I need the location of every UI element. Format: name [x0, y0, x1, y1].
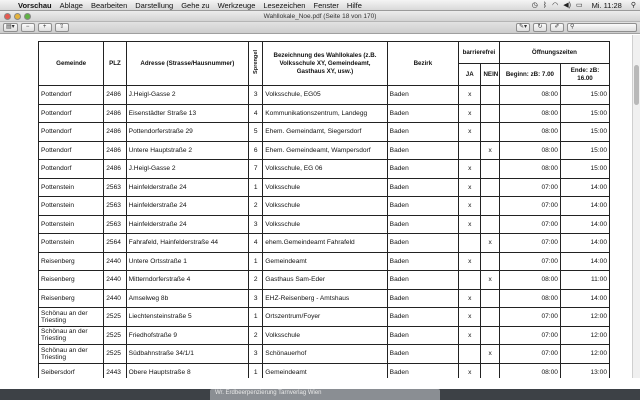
table-row: [39, 160, 610, 179]
cell-beginn: 08:00: [499, 104, 560, 123]
cell-bezeichnung: Volksschule: [263, 215, 387, 234]
cell-bezeichnung: Volksschule: [263, 178, 387, 197]
cell-gemeinde: Pottendorf: [39, 86, 104, 105]
battery-icon[interactable]: ▭: [575, 1, 583, 9]
cell-ende: 14:00: [560, 178, 609, 197]
cell-bezeichnung: Schönauerhof: [263, 345, 387, 364]
cell-ende: 14:00: [560, 234, 609, 253]
cell-adresse: Pottendorferstraße 29: [126, 123, 248, 142]
cell-beginn: 07:00: [499, 326, 560, 345]
zoom-in-button[interactable]: +: [38, 23, 52, 32]
toolbar: [0, 22, 640, 34]
cell-plz: 2440: [104, 271, 126, 290]
dock-label: Wr. Erdbeerpenzierung Tarnverlag Wien: [215, 390, 322, 396]
menu-app-name[interactable]: Vorschau: [18, 0, 52, 10]
cell-sprengel: 7: [249, 160, 263, 179]
cell-gemeinde: Reisenberg: [39, 252, 104, 271]
cell-sprengel: 6: [249, 141, 263, 160]
cell-barrierefrei-nein: [481, 289, 499, 308]
table-row: [39, 123, 610, 142]
cell-plz: 2525: [104, 308, 126, 327]
cell-ende: 14:00: [560, 252, 609, 271]
table-row: [39, 345, 610, 364]
cell-barrierefrei-nein: [481, 197, 499, 216]
cell-beginn: 07:00: [499, 345, 560, 364]
cell-plz: 2486: [104, 104, 126, 123]
cell-barrierefrei-nein: [481, 123, 499, 142]
cell-adresse: Obere Hauptstraße 8: [126, 363, 248, 378]
cell-ende: 14:00: [560, 289, 609, 308]
zoom-button[interactable]: [24, 13, 31, 20]
cell-beginn: 08:00: [499, 123, 560, 142]
cell-bezirk: Baden: [387, 197, 458, 216]
window-titlebar[interactable]: [0, 11, 640, 22]
rotate-button[interactable]: ↻: [533, 23, 547, 32]
table-row: [39, 271, 610, 290]
cell-barrierefrei-ja: [459, 271, 481, 290]
header-bezirk: Bezirk: [387, 42, 458, 86]
cell-sprengel: 2: [249, 326, 263, 345]
cell-sprengel: 1: [249, 363, 263, 378]
cell-ende: 14:00: [560, 215, 609, 234]
cell-barrierefrei-nein: x: [481, 234, 499, 253]
cell-ende: 15:00: [560, 123, 609, 142]
cell-barrierefrei-nein: [481, 160, 499, 179]
cell-bezirk: Baden: [387, 326, 458, 345]
table-row: [39, 215, 610, 234]
cell-plz: 2486: [104, 123, 126, 142]
zoom-out-button[interactable]: −: [21, 23, 35, 32]
table-row: [39, 289, 610, 308]
cell-beginn: 07:00: [499, 308, 560, 327]
cell-plz: 2525: [104, 326, 126, 345]
search-field[interactable]: ⚲: [567, 23, 637, 32]
table-row: [39, 234, 610, 253]
cell-adresse: J.Heigl-Gasse 2: [126, 86, 248, 105]
cell-sprengel: 1: [249, 252, 263, 271]
cell-barrierefrei-nein: x: [481, 345, 499, 364]
cell-bezeichnung: Volksschule: [263, 326, 387, 345]
cell-ende: 15:00: [560, 141, 609, 160]
cell-ende: 15:00: [560, 160, 609, 179]
cell-sprengel: 3: [249, 215, 263, 234]
cell-bezirk: Baden: [387, 215, 458, 234]
menu-fenster[interactable]: Fenster: [313, 0, 339, 10]
cell-gemeinde: Pottenstein: [39, 178, 104, 197]
cell-gemeinde: Reisenberg: [39, 289, 104, 308]
cell-gemeinde: Pottenstein: [39, 197, 104, 216]
cell-plz: 2440: [104, 289, 126, 308]
menu-clock[interactable]: Mi. 11:28: [591, 0, 622, 10]
cell-ende: 12:00: [560, 345, 609, 364]
table-row: [39, 252, 610, 271]
window-controls: [4, 13, 31, 20]
cell-sprengel: 4: [249, 234, 263, 253]
scrollbar-thumb[interactable]: [634, 65, 639, 105]
cell-ende: 13:00: [560, 363, 609, 378]
cell-sprengel: 3: [249, 289, 263, 308]
menu-hilfe[interactable]: Hilfe: [346, 0, 362, 10]
cell-sprengel: 3: [249, 86, 263, 105]
table-row: [39, 86, 610, 105]
table-row: [39, 326, 610, 345]
cell-beginn: 08:00: [499, 160, 560, 179]
table-row: [39, 197, 610, 216]
cell-ende: 15:00: [560, 104, 609, 123]
menu-gehe-zu[interactable]: Gehe zu: [181, 0, 210, 10]
cell-sprengel: 2: [249, 197, 263, 216]
cell-bezirk: Baden: [387, 86, 458, 105]
cell-adresse: Hainfelderstraße 24: [126, 215, 248, 234]
time-machine-icon[interactable]: ◷: [531, 1, 538, 9]
cell-plz: 2525: [104, 345, 126, 364]
menu-bearbeiten[interactable]: Bearbeiten: [90, 0, 128, 10]
menu-darstellung[interactable]: Darstellung: [135, 0, 174, 10]
dock: [0, 389, 640, 400]
cell-bezeichnung: Ortszentrum/Foyer: [263, 308, 387, 327]
cell-bezeichnung: Kommunikationszentrum, Landegg: [263, 104, 387, 123]
cell-sprengel: 4: [249, 104, 263, 123]
table-row: [39, 308, 610, 327]
bluetooth-icon[interactable]: ᛒ: [542, 1, 548, 9]
cell-beginn: 08:00: [499, 86, 560, 105]
header-nein: NEIN: [481, 64, 499, 86]
cell-gemeinde: Seibersdorf: [39, 363, 104, 378]
cell-plz: 2563: [104, 215, 126, 234]
cell-bezeichnung: EHZ-Reisenberg - Amtshaus: [263, 289, 387, 308]
polling-stations-table: [38, 41, 610, 378]
cell-plz: 2486: [104, 160, 126, 179]
header-adresse: Adresse (Strasse/Hausnummer): [126, 42, 248, 86]
cell-adresse: Hainfelderstraße 24: [126, 178, 248, 197]
cell-bezeichnung: ehem.Gemeindeamt Fahrafeld: [263, 234, 387, 253]
cell-sprengel: 1: [249, 308, 263, 327]
cell-barrierefrei-nein: [481, 308, 499, 327]
cell-barrierefrei-ja: x: [459, 252, 481, 271]
cell-gemeinde: Reisenberg: [39, 271, 104, 290]
cell-ende: 12:00: [560, 308, 609, 327]
cell-bezeichnung: Ehem. Gemeindamt, Siegersdorf: [263, 123, 387, 142]
share-button[interactable]: ⇧: [55, 23, 69, 32]
spotlight-icon[interactable]: ⚲: [630, 1, 636, 9]
cell-gemeinde: Pottenstein: [39, 215, 104, 234]
cell-beginn: 07:00: [499, 215, 560, 234]
cell-beginn: 07:00: [499, 178, 560, 197]
cell-bezirk: Baden: [387, 104, 458, 123]
cell-bezirk: Baden: [387, 160, 458, 179]
cell-adresse: Friedhofstraße 9: [126, 326, 248, 345]
header-ja: JA: [459, 64, 481, 86]
header-beginn: Beginn: zB: 7.00: [499, 64, 560, 86]
cell-barrierefrei-nein: [481, 215, 499, 234]
cell-sprengel: 1: [249, 178, 263, 197]
menu-lesezeichen[interactable]: Lesezeichen: [263, 0, 306, 10]
cell-beginn: 08:00: [499, 363, 560, 378]
cell-bezirk: Baden: [387, 289, 458, 308]
cell-gemeinde: Schönau an der Triesting: [39, 326, 104, 345]
header-gemeinde: Gemeinde: [39, 42, 104, 86]
menu-ablage[interactable]: Ablage: [59, 0, 83, 10]
edit-toolbar-button[interactable]: ✐: [550, 23, 564, 32]
cell-bezirk: Baden: [387, 271, 458, 290]
cell-adresse: Fahrafeld, Hainfelderstraße 44: [126, 234, 248, 253]
header-plz: PLZ: [104, 42, 126, 86]
table-row: [39, 363, 610, 378]
cell-bezirk: Baden: [387, 178, 458, 197]
cell-bezeichnung: Gemeindeamt: [263, 363, 387, 378]
cell-bezeichnung: Volksschule, EG05: [263, 86, 387, 105]
cell-barrierefrei-nein: [481, 104, 499, 123]
header-oeffnungszeiten: Öffnungszeiten: [499, 42, 609, 64]
cell-ende: 11:00: [560, 271, 609, 290]
minimize-button[interactable]: [14, 13, 21, 20]
cell-barrierefrei-ja: [459, 234, 481, 253]
cell-bezirk: Baden: [387, 123, 458, 142]
cell-plz: 2443: [104, 363, 126, 378]
window-title: Wahllokale_Noe.pdf (Seite 18 von 170): [263, 13, 377, 20]
cell-gemeinde: Pottendorf: [39, 160, 104, 179]
menu-werkzeuge[interactable]: Werkzeuge: [217, 0, 256, 10]
cell-barrierefrei-ja: x: [459, 160, 481, 179]
table-row: [39, 141, 610, 160]
pdf-page: [30, 35, 640, 378]
cell-bezirk: Baden: [387, 363, 458, 378]
cell-sprengel: 3: [249, 345, 263, 364]
table-body: [39, 86, 610, 379]
cell-barrierefrei-ja: x: [459, 86, 481, 105]
close-button[interactable]: [4, 13, 11, 20]
cell-barrierefrei-ja: x: [459, 308, 481, 327]
cell-sprengel: 2: [249, 271, 263, 290]
cell-barrierefrei-ja: x: [459, 326, 481, 345]
cell-sprengel: 5: [249, 123, 263, 142]
cell-bezeichnung: Gasthaus Sam-Eder: [263, 271, 387, 290]
cell-bezirk: Baden: [387, 345, 458, 364]
document-area[interactable]: [0, 35, 640, 378]
cell-barrierefrei-ja: x: [459, 363, 481, 378]
cell-gemeinde: Schönau an der Triesting: [39, 345, 104, 364]
menu-bar: [0, 0, 640, 11]
cell-barrierefrei-ja: [459, 345, 481, 364]
header-sprengel: [249, 42, 263, 86]
cell-bezirk: Baden: [387, 141, 458, 160]
cell-plz: 2486: [104, 86, 126, 105]
cell-bezeichnung: Volksschule: [263, 197, 387, 216]
cell-bezeichnung: Ehem. Gemeindeamt, Wampersdorf: [263, 141, 387, 160]
cell-beginn: 08:00: [499, 271, 560, 290]
cell-bezeichnung: Gemeindeamt: [263, 252, 387, 271]
table-row: [39, 104, 610, 123]
cell-plz: 2564: [104, 234, 126, 253]
cell-barrierefrei-ja: [459, 141, 481, 160]
cell-beginn: 07:00: [499, 234, 560, 253]
cell-adresse: Hainfelderstraße 24: [126, 197, 248, 216]
cell-barrierefrei-ja: x: [459, 178, 481, 197]
cell-bezirk: Baden: [387, 308, 458, 327]
cell-barrierefrei-ja: x: [459, 289, 481, 308]
cell-barrierefrei-nein: [481, 363, 499, 378]
cell-plz: 2486: [104, 141, 126, 160]
cell-gemeinde: Pottendorf: [39, 141, 104, 160]
cell-adresse: Untere Ortsstraße 1: [126, 252, 248, 271]
cell-bezirk: Baden: [387, 234, 458, 253]
header-barrierefrei: barrierefrei: [459, 42, 500, 64]
cell-beginn: 07:00: [499, 197, 560, 216]
vertical-scrollbar[interactable]: [632, 35, 640, 378]
cell-adresse: Untere Hauptstraße 2: [126, 141, 248, 160]
cell-bezeichnung: Volksschule, EG 06: [263, 160, 387, 179]
wifi-icon[interactable]: ◠: [552, 1, 559, 9]
status-area: [532, 0, 640, 11]
cell-adresse: J.Heigl-Gasse 2: [126, 160, 248, 179]
cell-ende: 14:00: [560, 197, 609, 216]
cell-ende: 15:00: [560, 86, 609, 105]
cell-plz: 2440: [104, 252, 126, 271]
cell-barrierefrei-ja: x: [459, 123, 481, 142]
cell-barrierefrei-nein: [481, 326, 499, 345]
table-row: [39, 178, 610, 197]
cell-barrierefrei-nein: x: [481, 141, 499, 160]
cell-barrierefrei-ja: x: [459, 104, 481, 123]
cell-barrierefrei-nein: [481, 86, 499, 105]
cell-barrierefrei-ja: x: [459, 197, 481, 216]
cell-gemeinde: Pottenstein: [39, 234, 104, 253]
cell-gemeinde: Schönau an der Triesting: [39, 308, 104, 327]
sidebar-toggle-button[interactable]: ▤▾: [3, 23, 18, 32]
volume-icon[interactable]: ◀): [563, 1, 571, 9]
cell-barrierefrei-nein: [481, 178, 499, 197]
cell-adresse: Amselweg 8b: [126, 289, 248, 308]
cell-plz: 2563: [104, 197, 126, 216]
cell-adresse: Liechtensteinstraße 5: [126, 308, 248, 327]
header-ende: Ende: zB: 16.00: [560, 64, 609, 86]
cell-beginn: 08:00: [499, 141, 560, 160]
cell-adresse: Eisenstädter Straße 13: [126, 104, 248, 123]
header-sprengel-label: Sprengel: [252, 50, 259, 74]
cell-barrierefrei-ja: x: [459, 215, 481, 234]
cell-ende: 12:00: [560, 326, 609, 345]
cell-adresse: Südbahnstraße 34/1/1: [126, 345, 248, 364]
cell-beginn: 08:00: [499, 289, 560, 308]
annotate-pen-button[interactable]: ✎▾: [516, 23, 530, 32]
cell-adresse: Mitterndorferstraße 4: [126, 271, 248, 290]
cell-gemeinde: Pottendorf: [39, 104, 104, 123]
cell-beginn: 07:00: [499, 252, 560, 271]
cell-barrierefrei-nein: [481, 252, 499, 271]
cell-gemeinde: Pottendorf: [39, 123, 104, 142]
header-bezeichnung: Bezeichnung des Wahllokales (z.B. Volksschule XY, Gemeindeamt, Gasthaus XY, usw.): [263, 42, 387, 86]
cell-plz: 2563: [104, 178, 126, 197]
cell-bezirk: Baden: [387, 252, 458, 271]
cell-barrierefrei-nein: x: [481, 271, 499, 290]
